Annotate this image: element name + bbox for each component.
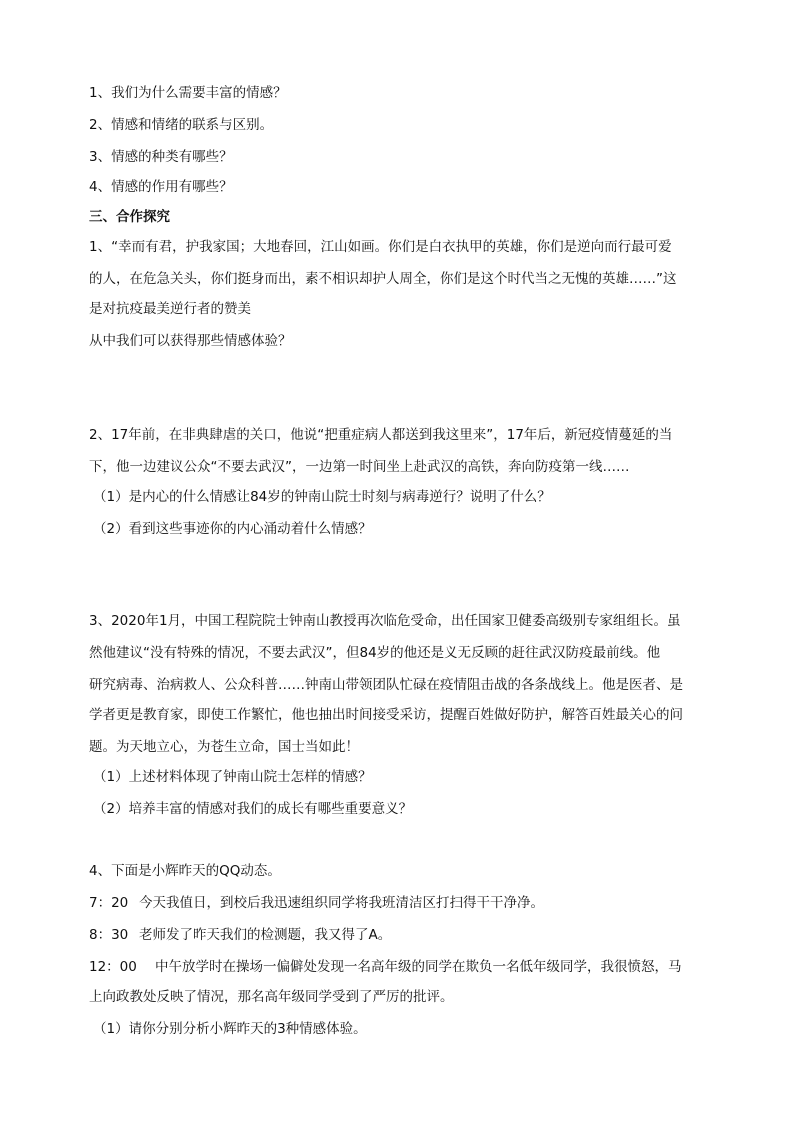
q3-line-3: 研究病毒、治病救人、公众科普……钟南山带领团队忙碌在疫情阻击战的各条战线上。他是医者、是 <box>89 677 683 693</box>
q1-question: 从中我们可以获得那些情感体验？ <box>89 333 292 349</box>
preview-question-2: 2、情感和情绪的联系与区别。 <box>89 117 274 133</box>
q3-line-4: 学者更是教育家，即使工作繁忙，他也抽出时间接受采访，提醒百姓做好防护，解答百姓最关心的问 <box>89 707 683 723</box>
q4-sub-1: （1）请你分别分析小辉昨天的3种情感体验。 <box>93 1021 367 1037</box>
q4-entry-text: 老师发了昨天我们的检测题，我又得了A。 <box>139 927 392 943</box>
section-heading: 三、合作探究 <box>89 209 170 225</box>
q3-sub-1: （1）上述材料体现了钟南山院士怎样的情感？ <box>93 769 372 785</box>
q2-sub-1: （1）是内心的什么情感让84岁的钟南山院士时刻与病毒逆行？说明了什么？ <box>93 489 551 505</box>
preview-question-1: 1、我们为什么需要丰富的情感？ <box>89 85 287 101</box>
q3-line-1: 3、2020年1月，中国工程院院士钟南山教授再次临危受命，出任国家卫健委高级别专家组组长。虽 <box>89 613 681 629</box>
q4-entry-time: 8：30 <box>89 927 129 943</box>
q4-entry <box>89 926 709 944</box>
q4-entry-continuation: 上向政教处反映了情况，那名高年级同学受到了严厉的批评。 <box>89 989 454 1005</box>
q3-line-5: 题。为天地立心，为苍生立命，国士当如此！ <box>89 739 359 755</box>
q2-line-1: 2、17年前，在非典肆虐的关口，他说“把重症病人都送到我这里来”，17年后，新冠疫情蔓延的当 <box>89 427 673 443</box>
q4-entry-time: 12：00 <box>89 959 137 975</box>
q3-sub-2: （2）培养丰富的情感对我们的成长有哪些重要意义？ <box>93 801 413 817</box>
q2-sub-2: （2）看到这些事迹你的内心涌动着什么情感？ <box>93 521 372 537</box>
q1-line-1: 1、“幸而有君，护我家国；大地春回，江山如画。你们是白衣执甲的英雄，你们是逆向而行最可爱 <box>89 239 672 255</box>
q4-intro: 4、下面是小辉昨天的QQ动态。 <box>89 863 281 879</box>
preview-question-3: 3、情感的种类有哪些？ <box>89 149 233 165</box>
q4-entry-text: 中午放学时在操场一偏僻处发现一名高年级的同学在欺负一名低年级同学，我很愤怒，马 <box>155 959 682 975</box>
q4-entry-text: 今天我值日，到校后我迅速组织同学将我班清洁区打扫得干干净净。 <box>139 895 544 911</box>
q4-entry <box>89 894 709 912</box>
q1-line-3: 是对抗疫最美逆行者的赞美 <box>89 301 251 317</box>
q2-line-2: 下，他一边建议公众“不要去武汉”，一边第一时间坐上赴武汉的高铁，奔向防疫第一线…… <box>89 459 630 475</box>
q1-line-2: 的人，在危急关头，你们挺身而出，素不相识却护人周全，你们是这个时代当之无愧的英雄……”这 <box>89 271 677 287</box>
q4-entry-time: 7：20 <box>89 895 129 911</box>
q3-line-2: 然他建议“没有特殊的情况，不要去武汉”，但84岁的他还是义无反顾的赶往武汉防疫最前线。他 <box>89 645 661 661</box>
q4-entry <box>89 958 709 976</box>
preview-question-4: 4、情感的作用有哪些？ <box>89 179 233 195</box>
